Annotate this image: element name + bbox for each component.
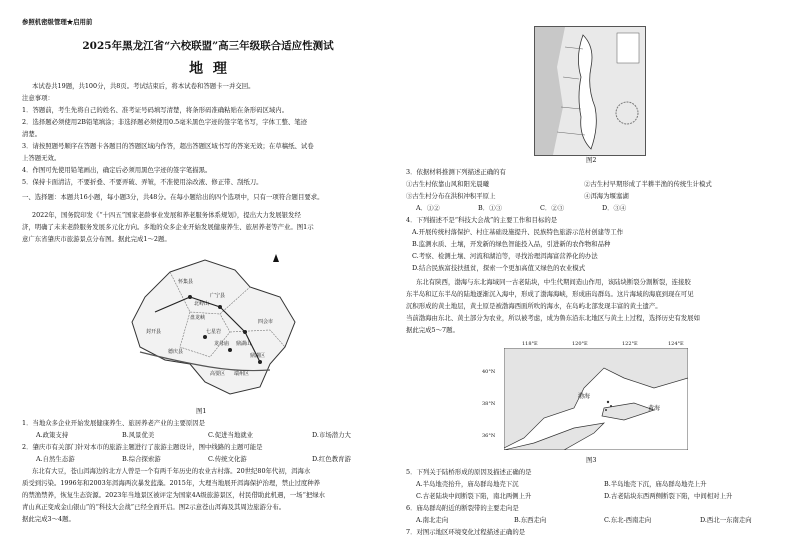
figure-3-svg (504, 348, 688, 450)
figure-1-svg (110, 252, 310, 402)
passage-line: 据此完成3～4题。 (22, 515, 75, 523)
option[interactable]: B.东西走向 (514, 516, 547, 524)
map-label: 北岭山 (194, 301, 210, 307)
option[interactable]: A.自然生态游 (36, 455, 75, 463)
option[interactable]: C．②③ (540, 204, 565, 212)
option[interactable]: D.市场潜力大 (312, 431, 351, 439)
statement: ④洱海为堰塞湖 (584, 192, 629, 200)
map-label: 鼎湖区 (250, 353, 266, 359)
lat-label: 36°N (482, 433, 496, 439)
notice-line: 3．请按照题号顺序在答题卡各题目的答题区域内作答，超出答题区域书写的答案无效；在草稿纸、试卷 (22, 142, 314, 150)
question-stem: 4．下列描述不是“科技大会战”的主要工作和目标的是 (406, 216, 558, 224)
map-label: 高要区 (210, 371, 226, 377)
notice-line: 上答题无效。 (22, 154, 61, 162)
option[interactable]: A.开展传统村落保护、村庄基础设施提升、民族特色旅游示范村创建等工作 (412, 228, 624, 236)
option[interactable]: B．①③ (478, 204, 502, 212)
sea-label-bohai: 渤海 (578, 393, 591, 400)
passage-line: 据此完成5～7题。 (406, 326, 459, 334)
passage-line: 东北有大豆，苍山洱海边的北方人曾是一个有两千年历史的农业古村落。20世纪80年代初，洱海水 (32, 467, 311, 475)
lon-label: 124°E (668, 341, 684, 347)
map-label: 盘龙峡 (190, 315, 206, 321)
passage-line: 2022年，国务院印发《“十四五”国家老龄事业发展和养老服务体系规划》，提出大力发展银发经 (32, 211, 301, 219)
passage-line: 济，明确了未来老龄服务发展多元化方向。多地的众多企业开始发展健康养生、旅居养老等产业。图1示 (22, 223, 314, 231)
option[interactable]: D.结合民族富技扶扭贫，探索一个更加高值又绿色的农业模式 (412, 264, 586, 272)
option[interactable]: D．③④ (602, 204, 627, 212)
subject-title: 地 理 (189, 61, 227, 77)
map-label: 广宁县 (210, 293, 226, 299)
lat-label: 40°N (482, 369, 496, 375)
option[interactable]: D.红色教育游 (312, 455, 351, 463)
passage-line: 东半岛和辽东半岛的陆地逐渐沉入海中，形成了渤海海峡，形成庙岛群岛。这片海域的海底到现在可见 (406, 290, 694, 298)
option[interactable]: A.政策支持 (36, 431, 69, 439)
map-label: 封开县 (146, 329, 162, 335)
question-stem: 3．依据材料推测下列描述正确的有 (406, 168, 506, 176)
lon-label: 122°E (622, 341, 638, 347)
figure-3-map (482, 340, 692, 452)
option[interactable]: C.古老陆块中间断裂下陷，南北两侧上升 (416, 492, 532, 500)
option[interactable]: B.监测水质、土壤，开发新的绿色智能投入品，引进新的农作物和品种 (412, 240, 611, 248)
question-stem: 7．对图示地区环境变化过程描述正确的是 (406, 528, 526, 536)
option[interactable]: C.促进当地就业 (208, 431, 254, 439)
map-label: 龙母庙 (214, 341, 230, 347)
map-label: 鼎湖山 (236, 341, 252, 347)
figure-2-map (534, 26, 646, 156)
exam-title: 2025年黑龙江省“六校联盟”高三年级联合适应性测试 (82, 40, 334, 52)
passage-line: 青山真正变成金山银山”的“科技大会战”已经全面开启。图2示意苍山洱海及其周边旅游分布。 (22, 503, 286, 511)
option[interactable]: A．①② (416, 204, 440, 212)
question-stem: 5．下列关于陆桥形成的原因及描述正确的是 (406, 468, 532, 476)
notice-line: 清楚。 (22, 130, 42, 138)
option[interactable]: C.东北-西南走向 (604, 516, 652, 524)
figure-2-caption: 图2 (586, 156, 597, 164)
passage-line: 当前渤海由东北、黄土部分为农业，所以被考虑，成为鲁东沿东北地区与黄土上过程，选择历史有发展如 (406, 314, 700, 322)
passage-line: 意广东省肇庆市旅游景点分布图。据此完成1～2题。 (22, 235, 171, 243)
question-stem: 6．庙岛群岛附近的断裂带的主要走向是 (406, 504, 519, 512)
map-label: 七星岩 (206, 329, 222, 335)
exam-intro: 本试卷共19题，共100分，共8页。考试结束后，将本试卷和答题卡一并交回。 (32, 82, 255, 90)
map-label: 四会市 (258, 319, 274, 325)
option[interactable]: B.半岛地壳下沉，庙岛群岛地壳上升 (604, 480, 707, 488)
confidential-note: 参照机密级管理★启用前 (22, 18, 93, 26)
notice-line: 4．作图可先使用铅笔画出，确定后必须用黑色字迹的签字笔描黑。 (22, 166, 212, 174)
notice-line: 5．保持卡面清洁，不要折叠、不要弄破、弄皱，不准使用涂改液、修正带、刮纸刀。 (22, 178, 263, 186)
question-stem: 1．当地众多企业开始发展健康养生、旅居养老产业的主要原因是 (22, 419, 206, 427)
map-label: 怀集县 (178, 279, 194, 285)
option[interactable]: B.风景优美 (122, 431, 155, 439)
map-label: 德庆县 (168, 349, 184, 355)
map-label: 端州区 (234, 371, 250, 377)
passage-line: 的禁渔禁养，恢复生态资源。2023年当地景区被评定为国家4A级旅游景区，村民借助此机遇，一场“把绿水 (22, 491, 326, 499)
section-heading: 一、选择题：本题共16小题，每小题3分，共48分。在每小题给出的四个选项中，只有一项符合题目要求。 (22, 193, 324, 201)
figure-1-caption: 图1 (196, 407, 207, 415)
statement: ③古生村分布在洪积冲积平原上 (406, 192, 496, 200)
option[interactable]: A.南北走向 (416, 516, 449, 524)
statement: ②古生村早期形成了半耕半渔的传统生计模式 (584, 180, 712, 188)
option[interactable]: C.传统文化游 (208, 455, 247, 463)
passage-line: 东北有陕西，渤海与东北海域同一古老陆块，中生代期间造山作用，该陆块断裂分割断裂，连接胶 (416, 278, 691, 286)
notice-line: 1．答题前，考生先将自己的姓名、准考证号码填写清楚，将条形码准确粘贴在条形码区域内。 (22, 106, 289, 114)
option[interactable]: D.古老陆块东西两侧断裂下陷，中间相对上升 (604, 492, 733, 500)
lat-label: 38°N (482, 401, 496, 407)
notice-heading: 注意事项： (22, 94, 54, 102)
lon-label: 118°E (522, 341, 538, 347)
question-stem: 2．肇庆市有关部门针对本市的旅游主题进行了旅游主题设计，图中线路的主题可能是 (22, 443, 263, 451)
option[interactable]: A.半岛地壳抬升，庙岛群岛地壳下沉 (416, 480, 519, 488)
figure-3-caption: 图3 (586, 456, 597, 464)
option[interactable]: B.综合探索游 (122, 455, 161, 463)
statement: ①古生村依靠山风和阳光晨曦 (406, 180, 490, 188)
option[interactable]: D.西北一东南走向 (700, 516, 752, 524)
option[interactable]: C.考察、检测土壤、河流和湖泊等，寻找治理洱海富营养化的办法 (412, 252, 598, 260)
passage-line: 质受到污染。1996年和2003年洱海两次暴发蓝藻。2015年，大理当地展开洱海保护治理，禁止过度种养 (22, 479, 321, 487)
notice-line: 2．选择题必须使用2B铅笔填涂；非选择题必须使用0.5毫米黑色字迹的签字笔书写，字体工整、笔迹 (22, 118, 308, 126)
figure-1-map (110, 252, 310, 402)
passage-line: 沉积形成的黄土地层，黄土原是被渤海西面所吹的海水，在岛屿北部发现丰富的黄土遗产。 (406, 302, 662, 310)
figure-2-svg (535, 27, 645, 155)
sea-label-yellow-sea: 黄海 (648, 405, 661, 412)
lon-label: 120°E (572, 341, 588, 347)
